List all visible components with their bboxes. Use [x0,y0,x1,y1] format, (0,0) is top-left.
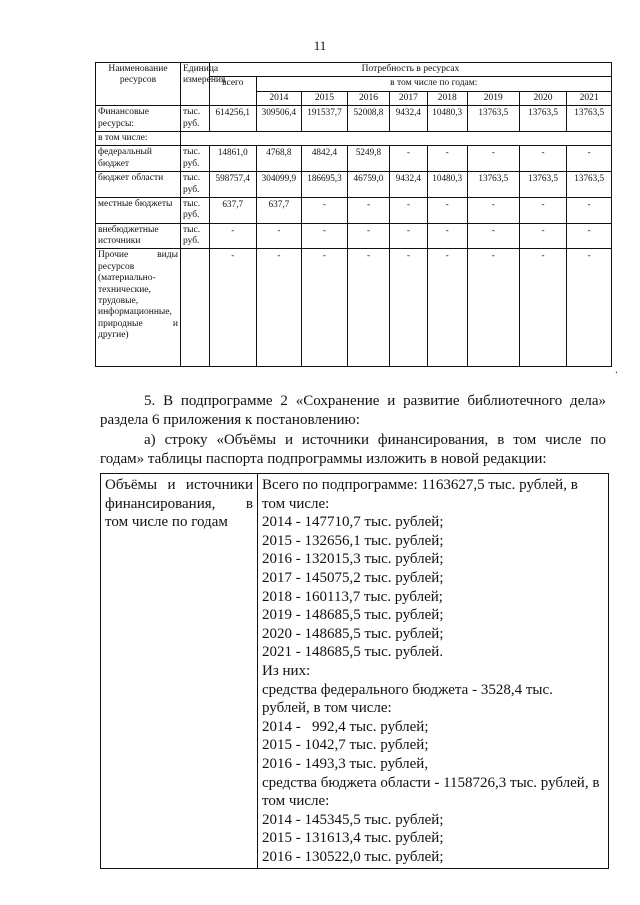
cell-value: - [256,249,302,367]
table-row [96,249,612,367]
financing-line: 2014 - 147710,7 тыс. рублей; [262,514,444,531]
cell-value: 46759,0 [347,172,389,198]
header-year: 2014 [256,91,302,105]
cell-value: 5249,8 [347,146,389,172]
header-year: 2020 [519,91,567,105]
financing-line: 2018 - 160113,7 тыс. рублей; [262,588,443,605]
cell-value: - [567,197,612,223]
cell-value: - [519,197,567,223]
cell-value: 10480,3 [427,106,467,132]
cell-value: 13763,5 [519,106,567,132]
financing-line: Всего по подпрограмме: 1163627,5 тыс. рублей, в том числе: [262,477,578,512]
financing-line: 2015 - 131613,4 тыс. рублей; [262,830,444,847]
cell-value: - [427,197,467,223]
row-name: федеральный бюджет [96,146,181,172]
table-row [96,223,612,249]
cell-value: 14861,0 [209,146,256,172]
financing-line: 2015 - 1042,7 тыс. рублей; [262,737,429,754]
cell-value: - [467,146,519,172]
header-need: Потребность в ресурсах [209,63,611,77]
cell-value: - [209,223,256,249]
cell-value: 13763,5 [467,172,519,198]
row-name: Финансовые ресурсы: [96,106,181,132]
financing-line: 2021 - 148685,5 тыс. рублей. [262,644,444,661]
cell-value: 304099,9 [256,172,302,198]
cell-value: - [302,249,348,367]
row-unit: тыс. руб. [180,146,209,172]
row-unit: тыс. руб. [180,172,209,198]
header-year: 2015 [302,91,348,105]
header-unit: Единица измерения [180,63,209,106]
cell-value: 598757,4 [209,172,256,198]
row-unit: тыс. руб. [180,197,209,223]
header-by-years: в том числе по годам: [256,77,611,91]
financing-details [258,474,609,869]
cell-value: - [567,223,612,249]
financing-line: 2014 - 145345,5 тыс. рублей; [262,811,444,828]
cell-value: 10480,3 [427,172,467,198]
cell-value: 4842,4 [302,146,348,172]
paragraph-subprogram-2: 5. В подпрограмме 2 «Сохранение и развитие библиотечного дела» раздела 6 приложения к постановлению: [100,393,606,428]
row-unit [180,249,209,367]
cell-value: - [427,249,467,367]
cell-value: - [302,197,348,223]
table-row [96,131,612,145]
row-empty-cells [180,131,611,145]
cell-value: - [427,223,467,249]
cell-value: - [519,249,567,367]
row-name: в том числе: [96,131,181,145]
cell-value: 13763,5 [467,106,519,132]
cell-value: - [427,146,467,172]
header-name: Наименование ресурсов [96,63,181,106]
cell-value: 191537,7 [302,106,348,132]
financing-line: Из них: [262,662,311,679]
header-total: всего [209,77,256,106]
financing-label: Объёмы и источники финансирования, в том числе по годам [101,474,258,869]
cell-value: - [467,197,519,223]
cell-value: - [390,223,427,249]
cell-value: - [390,249,427,367]
row-unit: тыс. руб. [180,223,209,249]
cell-value: - [519,223,567,249]
cell-value: 9432,4 [390,172,427,198]
trailing-mark: . [615,362,618,376]
header-year: 2021 [567,91,612,105]
cell-value: - [567,146,612,172]
financing-line: средства бюджета области - 1158726,3 тыс. рублей, в том числе: [262,774,600,810]
cell-value: - [256,223,302,249]
financing-line: 2015 - 132656,1 тыс. рублей; [262,532,444,549]
paragraph-item-a: а) строку «Объёмы и источники финансирования, в том числе по годам» таблицы паспорта подпрограммы изложить в новой редакции: [100,432,606,467]
cell-value: - [347,197,389,223]
page-number: 11 [313,38,327,53]
financing-table [100,473,609,869]
financing-line: 2014 - 992,4 тыс. рублей; [262,718,429,735]
cell-value: 9432,4 [390,106,427,132]
cell-value: 309506,4 [256,106,302,132]
cell-value: 13763,5 [519,172,567,198]
cell-value: 186695,3 [302,172,348,198]
header-year: 2018 [427,91,467,105]
cell-value: - [467,249,519,367]
header-year: 2019 [467,91,519,105]
cell-value: - [347,249,389,367]
header-year: 2016 [347,91,389,105]
cell-value: - [390,146,427,172]
header-year: 2017 [390,91,427,105]
financing-line: средства федерального бюджета - 3528,4 тыс. рублей, в том числе: [262,681,553,717]
resources-table [95,62,612,367]
financing-line: 2017 - 145075,2 тыс. рублей; [262,569,444,586]
table-row [96,172,612,198]
row-unit: тыс. руб. [180,106,209,132]
cell-value: - [390,197,427,223]
financing-line: 2019 - 148685,5 тыс. рублей; [262,607,444,624]
cell-value: 637,7 [209,197,256,223]
cell-value: 13763,5 [567,106,612,132]
cell-value: 13763,5 [567,172,612,198]
cell-value: 637,7 [256,197,302,223]
row-name: местные бюджеты [96,197,181,223]
table-row [96,106,612,132]
row-name: внебюджетные источники [96,223,181,249]
row-name: бюджет области [96,172,181,198]
cell-value: 4768,8 [256,146,302,172]
financing-line: 2020 - 148685,5 тыс. рублей; [262,625,444,642]
cell-value: - [347,223,389,249]
cell-value: 52008,8 [347,106,389,132]
cell-value: 614256,1 [209,106,256,132]
row-name: Прочие виды ресурсов (материально-технические, трудовые, информационные, природные и другие) [96,249,181,367]
cell-value: - [467,223,519,249]
cell-value: - [567,249,612,367]
table-row [96,146,612,172]
cell-value: - [302,223,348,249]
cell-value: - [519,146,567,172]
financing-line: 2016 - 132015,3 тыс. рублей; [262,551,444,568]
table-row [96,197,612,223]
cell-value: - [209,249,256,367]
financing-line: 2016 - 1493,3 тыс. рублей, [262,755,429,772]
financing-line: 2016 - 130522,0 тыс. рублей; [262,848,444,865]
